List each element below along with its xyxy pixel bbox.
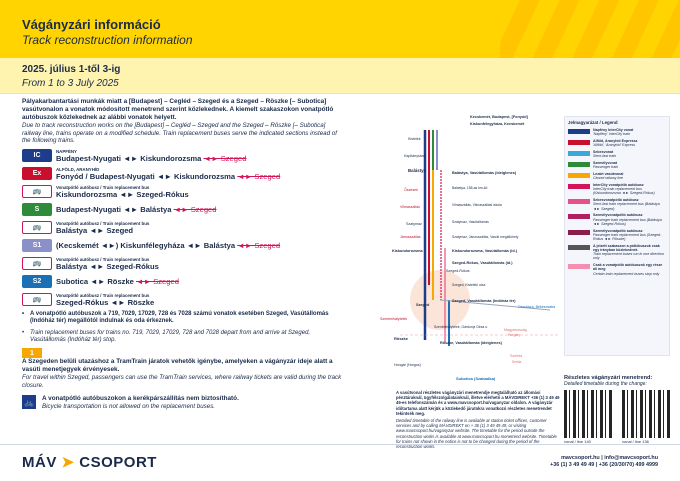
mav-logo — [22, 453, 157, 471]
bus-stop-3: Szatymaz, Vasútállomás — [452, 220, 489, 224]
bus-stop-7: Szeged, Kisteleki utca — [452, 283, 486, 287]
bus-icon: 🚌 — [22, 293, 52, 306]
legend-text — [593, 213, 666, 226]
legend-text — [593, 229, 666, 242]
legend-text — [593, 161, 618, 169]
tram-note-en: For travel within Szeged, passengers can use the TramTrain services, where railway tickets are valid during the track closure. — [22, 374, 342, 389]
station-szentmihalytelek: Szentmihálytelek — [380, 317, 408, 321]
station-janosszallas: Jánosszállás — [400, 235, 421, 239]
legend-label-en: 'Napfény' InterCity train — [593, 132, 631, 137]
service-row — [22, 166, 342, 181]
legend-item — [568, 128, 666, 136]
qr-section — [564, 375, 670, 444]
service-route — [56, 278, 179, 285]
service-subtitle: NAPFÉNY — [56, 149, 77, 155]
top-destination-1: Kecskemét, Budapest, [Fonyód] — [470, 115, 528, 119]
legend-label-hu: Személyvonat — [593, 161, 617, 165]
train-category-badge: IC — [22, 149, 52, 162]
border-serbia: Szerbia — [510, 354, 523, 358]
legend-swatch — [568, 230, 590, 235]
legend-label-hu: InterCity vonatpótló autóbusz — [593, 183, 644, 187]
qr-label-136: vonal / line 136 — [622, 439, 649, 444]
station-roszke: Röszke — [394, 336, 409, 341]
bike-note-en: Bicycle transportation is not allowed on the replacement buses. — [42, 402, 216, 410]
qr-code-line-140[interactable] — [564, 390, 612, 438]
date-hu: 2025. július 1-től 3-ig — [22, 64, 121, 75]
legend-item — [568, 183, 666, 196]
legend-title: Jelmagyarázat / Legend — [568, 120, 618, 125]
legend-label-en: Semi-fast train — [593, 154, 617, 159]
logo-arrow-icon: ➤ — [61, 454, 75, 471]
legend-item — [568, 198, 666, 211]
legend-list — [568, 128, 666, 276]
service-row — [22, 274, 342, 289]
service-row — [22, 292, 342, 307]
legend-label-hu: Sebesvonat — [593, 150, 614, 154]
bike-note — [22, 395, 342, 411]
train-category-badge: S2 — [22, 275, 52, 288]
legend-text — [593, 128, 633, 136]
legend-swatch — [568, 199, 590, 204]
date-en: From 1 to 3 July 2025 — [22, 78, 119, 89]
service-text — [56, 184, 189, 198]
station-szeged: Szeged — [416, 303, 430, 307]
logo-part-b: CSOPORT — [79, 454, 157, 471]
bullet-hu: • A vonatpótló autóbuszok a 719, 7029, 17029, 728 és 7028 számú vonatok esetében Szeged, Vasútállomás (Indóház tér) megállótól indulnak és oda érkeznek. — [22, 311, 342, 326]
intro-hu: Pályakarbantartási munkák miatt a [Budapest] – Cegléd – Szeged és a Szeged – Röszke [– Subotica] vasútvonalon a vonatok módosított menetrend szerint közlekednek. A kiemelt szakaszokon vonatpótló autóbuszok közlekednek az alábbi vonatok helyett. — [22, 98, 334, 121]
route-text: Budapest-Nyugati ◄► Kiskundorozsma — [56, 154, 202, 164]
service-route — [56, 191, 189, 198]
service-subtitle: Vonatpótló autóbusz / Train replacement bus — [56, 293, 150, 299]
legend-text — [593, 150, 616, 158]
service-text — [56, 206, 217, 213]
service-route — [56, 227, 149, 234]
route-text: Kiskundorozsma ◄► Szeged-Rókus — [56, 190, 189, 200]
legend-label-hu: Napfény InterCity vonat — [593, 128, 634, 132]
legend-item — [568, 139, 666, 147]
footer — [0, 444, 680, 481]
legend-text — [593, 263, 666, 276]
qr-code-line-136[interactable] — [622, 390, 670, 438]
info-hu: A vasútvonal részletes vágányzári menetrendje megtalálható az állomási pénztáraknál, ügyfélszolgálatainknál, illetve elérhető a MÁVDIREKT +36 (1) 3 49 49 49-es telefonszámán és a www.mavcsoport.hu/vaganyzar oldalon. A vágányzár időtartama alatt kérjük a közlekedő járatokra vonatkozó részletes menetrendet tekintsék meg. — [396, 390, 560, 416]
station-kiskundorozsma: Kiskundorozsma — [392, 249, 423, 253]
legend-swatch — [568, 264, 590, 269]
service-text — [56, 220, 149, 234]
service-subtitle: ALFÖLD, ARANYHÍD — [56, 167, 100, 173]
bus-icon: 🚌 — [22, 257, 52, 270]
left-column — [22, 98, 342, 410]
legend-label-en: Passenger train replacement bus (Balástya ◄► Szeged-Rókus) — [593, 217, 662, 226]
service-row — [22, 184, 342, 199]
legend-item — [568, 263, 666, 276]
service-text — [56, 148, 246, 162]
cancelled-section: ◄► Szeged — [237, 240, 281, 250]
station-vilmaszallas: Vilmaszállás — [400, 205, 420, 209]
intro-en: Due to track reconstruction works on the [Budapest] – Cegléd – Szeged and the Szeged – Röszke [– Subotica] railway line, trains operate on a modified schedule. Train replacement buses serve the indicated sections instead of the following trains. — [22, 122, 337, 145]
bus-stop-9: Szentmihálytelek, Gárdonyi Géza u. — [434, 325, 489, 329]
legend-swatch — [568, 162, 590, 167]
tram-line-badge: 1 — [22, 348, 42, 358]
service-route — [56, 242, 280, 249]
train-category-badge: Ex — [22, 167, 52, 180]
bus-stop-0: Balástya, Vasútállomás (ideiglenes) — [452, 171, 517, 175]
service-subtitle: Vonatpótló autóbusz / Train replacement bus — [56, 185, 150, 191]
border-hungary-en: Hungary — [508, 333, 521, 337]
legend-label-hu: Csak a vonatpótló autóbuszok egy része áll meg — [593, 263, 663, 272]
legend-label-en: Passenger train replacement bus (Szeged-Rókus ◄► Röszke) — [593, 232, 662, 242]
cancelled-section: ◄► Szeged — [237, 172, 281, 182]
route-text: Balástya ◄► Szeged-Rókus — [56, 262, 159, 272]
legend-item — [568, 150, 666, 158]
cancelled-section: ◄► Szeged — [203, 154, 247, 164]
service-subtitle: Vonatpótló autóbusz / Train replacement bus — [56, 257, 150, 263]
service-row — [22, 148, 342, 163]
legend-label-en: 'Alföld', 'Aranyhíd' Express — [593, 143, 636, 148]
service-text — [56, 166, 280, 180]
service-route — [56, 206, 217, 213]
tram-note-badge-row — [22, 348, 342, 358]
station-oszesek: Őszesek — [404, 188, 418, 192]
legend-label-hu: Személyvonatpótló autóbusz — [593, 228, 643, 233]
info-text — [396, 390, 560, 449]
legend-item — [568, 244, 666, 261]
bus-icon: 🚌 — [22, 221, 52, 234]
contact-url[interactable]: mavcsoport.hu | info@mavcsoport.hu — [561, 455, 658, 461]
legend-label-hu: Alföld, Aranyhíd Expressz — [593, 139, 638, 143]
cancelled-section: ◄► Szeged — [173, 204, 217, 214]
train-category-badge: S1 — [22, 239, 52, 252]
page-title-en: Track reconstruction information — [22, 33, 193, 47]
service-row — [22, 220, 342, 235]
info-en: Detailed timetable of the railway line is available at station ticket offices, customer services and by calling MÁVDIREKT on + 36 (1) 3 49 49 49, or visiting www.mavcsoport.hu/vaganyzar website. The timetable for the period outside the reconstruction works is available at www.mavcsoport.hu menetrend website. Timetable for trains not shown in the notice is not to be changed during the period of the reconstruction works. — [396, 418, 557, 450]
legend-swatch — [568, 184, 590, 189]
service-text — [56, 242, 280, 249]
bus-icon: 🚌 — [22, 185, 52, 198]
service-text — [56, 256, 159, 270]
cancelled-section: ◄► Szeged — [136, 276, 179, 286]
legend-label-hu: Lezárt vasútvonal — [593, 172, 624, 176]
route-text: Balástya ◄► Szeged — [56, 226, 134, 236]
qr-label-140: vonal / line 140 — [564, 439, 591, 444]
legend-label-en: Passenger train — [593, 165, 619, 170]
bus-stop-5: Kiskundorozsma, Vasútállomás (id.) — [452, 249, 517, 253]
border-serbia-en: Serbia — [512, 360, 522, 364]
station-kistelek: Kistelek — [408, 137, 421, 141]
contact-info — [550, 455, 658, 469]
service-route — [56, 299, 154, 306]
bus-stop-6: Szeged-Rókus, Vasútállomás (id.) — [452, 261, 513, 265]
bus-stop-2: Vilmaszállás, Vilmaszállási iskola — [452, 203, 502, 207]
legend-item — [568, 229, 666, 242]
header-stripes — [500, 0, 680, 58]
legend-label-hu: A jelzett szakaszon a pótlóbuszok csak egy irányban közlekednek — [593, 243, 660, 253]
service-text — [56, 292, 154, 306]
bicycle-icon: 🚲 — [22, 395, 36, 409]
route-text: Fonyód / Budapest-Nyugati ◄► Kiskundorozsma — [56, 172, 236, 182]
service-subtitle: Vonatpótló autóbusz / Train replacement bus — [56, 221, 150, 227]
legend-panel — [564, 116, 670, 356]
date-banner — [0, 58, 680, 94]
route-text: Szeged-Rókus ◄► Röszke — [56, 298, 155, 308]
header-banner — [0, 0, 680, 58]
qr-title-en: Detailed timetable during the change: — [564, 381, 647, 387]
route-text: Subotica ◄► Röszke — [56, 276, 134, 286]
bus-stop-4: Szatymaz, Jánosszállás, Vasúti megállóhely — [452, 235, 519, 239]
legend-label-en: Certain train replacement buses stop only — [593, 271, 660, 276]
legend-label-en: Semi-fast train replacement bus (Balástya ◄► Szeged) — [593, 202, 660, 211]
bike-note-hu: A vonatpótló autóbuszokon a kerékpárszállítás nem biztosítható. — [42, 394, 239, 402]
legend-label-en: Closed railway line — [593, 176, 623, 181]
top-destination-2: Kiskunfélegyháza, Kecskemét — [470, 122, 525, 126]
bus-stop-8: Szeged, Vasútállomás (Indóház tér) — [452, 299, 516, 303]
service-list — [22, 148, 342, 307]
route-map — [380, 110, 560, 390]
route-text: Budapest-Nyugati ◄► Balástya — [56, 204, 172, 214]
east-destination: Orosháza, Békéscsaba — [518, 305, 556, 309]
page-title: Vágányzári információ — [22, 17, 161, 32]
legend-label-en: Train replacement buses run in one direction only — [593, 252, 664, 261]
legend-swatch — [568, 129, 590, 134]
service-row — [22, 202, 342, 217]
station-balastya: Balástya — [408, 168, 427, 173]
legend-text — [593, 183, 666, 196]
bullet-en: • Train replacement buses for trains no. 719, 7029, 17029, 728 and 7028 depart from and arrive at Szeged, Vasútállomás (Indóház tér) stop. — [22, 330, 342, 345]
service-text — [56, 278, 179, 285]
legend-text — [593, 244, 666, 261]
legend-swatch — [568, 173, 590, 178]
qr-codes — [564, 390, 670, 444]
tram-note-hu: A Szegeden belüli utazáshoz a TramTrain járatok vehetők igénybe, amelyeken a vágányzár ideje alatt a vasúti menetjegyek érvényesek. — [22, 358, 333, 374]
legend-label-en: InterCity train replacement bus (Kiskundorozsma ◄► Szeged-Rókus) — [593, 187, 655, 196]
legend-text — [593, 139, 637, 147]
border-hungary: Magyarország — [504, 328, 527, 332]
train-category-badge: S — [22, 203, 52, 216]
legend-label-hu: Sebesvonatpótló autóbusz — [593, 198, 639, 203]
station-szatymaz: Szatymaz — [406, 222, 422, 226]
service-row — [22, 238, 342, 253]
qr-title: Részletes vágányzári menetrend: — [564, 375, 653, 381]
legend-swatch — [568, 140, 590, 145]
legend-swatch — [568, 151, 590, 156]
legend-swatch — [568, 214, 590, 219]
station-kapitanysang: Kapitánysáng — [404, 154, 426, 158]
station-subotica: Subotica (Szabadka) — [456, 376, 496, 381]
service-row — [22, 256, 342, 271]
bus-stop-10: Röszke, Vasútállomás (ideiglenes) — [440, 341, 502, 345]
logo-part-a: MÁV — [22, 454, 57, 471]
legend-item — [568, 161, 666, 169]
route-text: (Kecskemét ◄►) Kiskunfélegyháza ◄► Balástya — [56, 240, 236, 250]
station-szeged-rokus: Szeged-Rókus — [446, 269, 470, 273]
legend-text — [593, 172, 623, 180]
legend-text — [593, 198, 666, 211]
contact-phone: +36 (1) 3 49 49 49 | +36 (20/30/70) 499 4999 — [550, 462, 658, 468]
legend-item — [568, 172, 666, 180]
station-hongar: Hongár (Horgos) — [394, 363, 421, 367]
service-route — [56, 263, 159, 270]
legend-label-hu: Személyvonatpótló autóbusz — [593, 213, 643, 218]
legend-item — [568, 213, 666, 226]
service-route — [56, 155, 246, 162]
legend-swatch — [568, 245, 590, 250]
service-route — [56, 173, 280, 180]
bus-stop-1: Balástya, 158-as km-kő — [452, 186, 488, 190]
